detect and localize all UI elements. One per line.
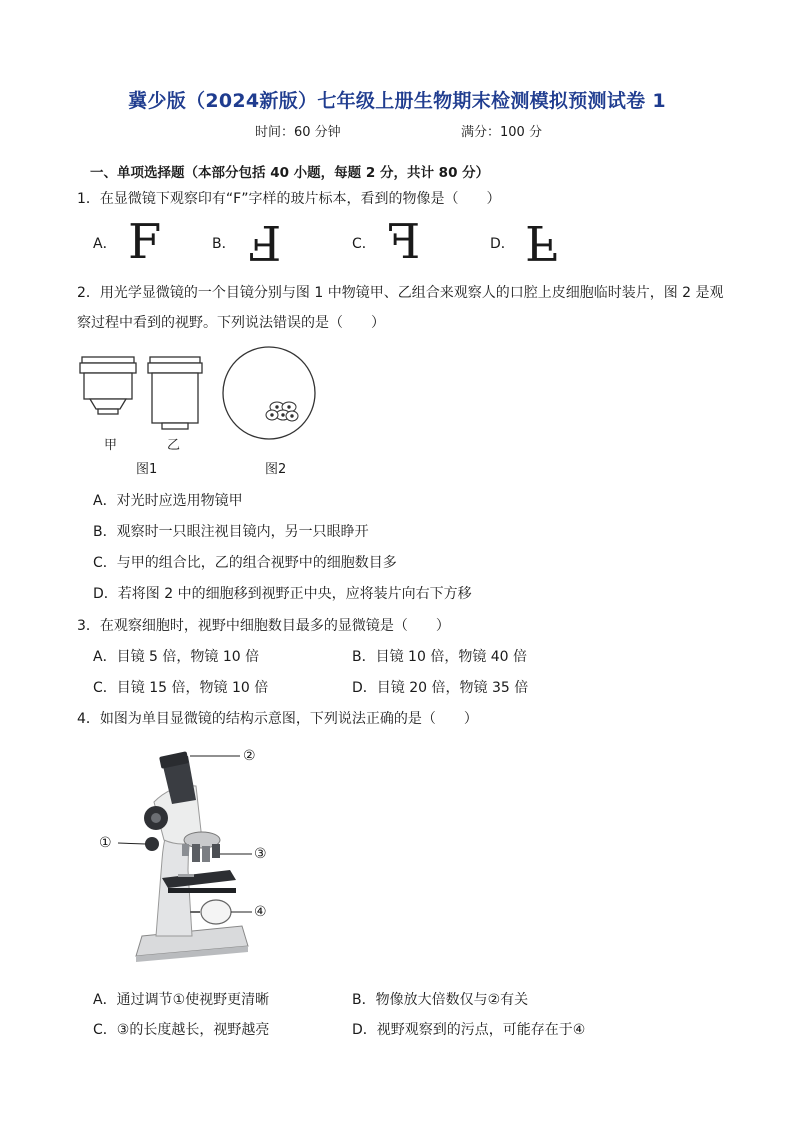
q4-option-c: C．③的长度越长，视野越亮: [93, 1022, 270, 1038]
q2-option-a: A．对光时应选用物镜甲: [93, 493, 243, 509]
question-2-stem-line2: 察过程中看到的视野。下列说法错误的是（ ）: [77, 315, 385, 331]
q1-option-b-label: B．: [212, 236, 236, 252]
label-yi: 乙: [167, 438, 181, 453]
exam-time: 时间：60 分钟: [255, 125, 341, 140]
q1-option-a-glyph: F: [128, 214, 162, 270]
question-3-stem: 3．在观察细胞时，视野中细胞数目最多的显微镜是（ ）: [77, 618, 450, 634]
page-title: 冀少版（2024新版）七年级上册生物期末检测模拟预测试卷 1: [128, 90, 666, 112]
q4-option-a: A．通过调节①使视野更清晰: [93, 992, 270, 1008]
objective-lenses-figure: [76, 355, 212, 435]
q2-option-d: D．若将图 2 中的细胞移到视野正中央，应将装片向右下方移: [93, 586, 472, 602]
q1-option-c-label: C．: [352, 236, 376, 252]
q1-option-d-glyph: F: [525, 214, 559, 270]
q1-option-d-label: D．: [490, 236, 515, 252]
figure-2-caption: 图2: [265, 462, 287, 477]
q3-option-a: A．目镜 5 倍，物镜 10 倍: [93, 649, 260, 665]
cheek-cells: [266, 402, 298, 421]
callout-3: ③: [254, 846, 267, 862]
q4-option-b: B．物像放大倍数仅与②有关: [352, 992, 529, 1008]
callout-4: ④: [254, 904, 267, 920]
question-4-stem: 4．如图为单目显微镜的结构示意图，下列说法正确的是（ ）: [77, 711, 478, 727]
q1-option-b-glyph: F: [248, 214, 282, 270]
q1-option-c-glyph: F: [387, 214, 421, 270]
section-heading: 一、单项选择题（本部分包括 40 小题，每题 2 分，共计 80 分）: [90, 165, 490, 181]
field-of-view-figure: [219, 345, 319, 441]
q4-option-d: D．视野观察到的污点，可能存在于④: [352, 1022, 586, 1038]
question-1-stem: 1．在显微镜下观察印有“F”字样的玻片标本，看到的物像是（ ）: [77, 191, 501, 207]
q2-option-b: B．观察时一只眼注视目镜内，另一只眼睁开: [93, 524, 369, 540]
label-jia: 甲: [104, 438, 118, 453]
q3-option-c: C．目镜 15 倍，物镜 10 倍: [93, 680, 269, 696]
callout-1: ①: [99, 835, 112, 851]
question-2-stem-line1: 2．用光学显微镜的一个目镜分别与图 1 中物镜甲、乙组合来观察人的口腔上皮细胞临时装片，图 2 是观: [77, 285, 724, 301]
objective-jia: [80, 357, 136, 414]
q3-option-d: D．目镜 20 倍，物镜 35 倍: [352, 680, 529, 696]
figure-1-caption: 图1: [136, 462, 158, 477]
objective-yi: [148, 357, 202, 429]
q1-option-a-label: A．: [93, 236, 117, 252]
callout-2: ②: [243, 748, 256, 764]
q3-option-b: B．目镜 10 倍，物镜 40 倍: [352, 649, 528, 665]
q2-option-c: C．与甲的组合比，乙的组合视野中的细胞数目多: [93, 555, 397, 571]
exam-score: 满分：100 分: [461, 125, 542, 140]
